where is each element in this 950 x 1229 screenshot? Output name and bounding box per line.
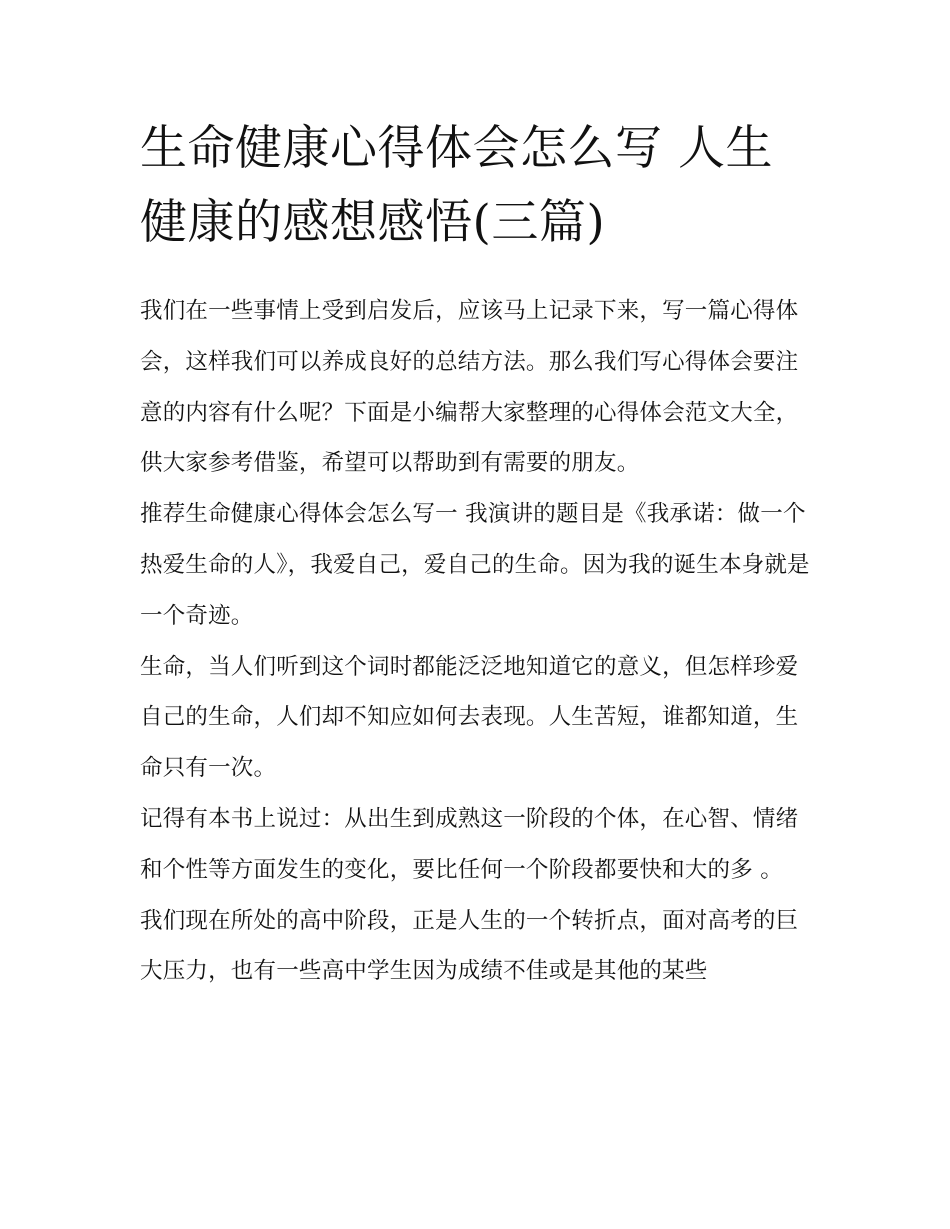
paragraph-life: 生命，当人们听到这个词时都能泛泛地知道它的意义，但怎样珍爱自己的生命，人们却不知应如何去表现。人生苦短，谁都知道，生命只有一次。 [140, 653, 799, 782]
document-page [140, 112, 812, 997]
document-body [140, 286, 812, 997]
document-title: 生命健康心得体会怎么写 人生健康的感想感悟(三篇) [140, 121, 773, 250]
paragraph-high-school: 我们现在所处的高中阶段，正是人生的一个转折点，面对高考的巨大压力，也有一些高中学生因为成绩不佳或是其他的某些 [140, 907, 799, 985]
paragraph-recommend: 推荐生命健康心得体会怎么写一 我演讲的题目是《我承诺：做一个热爱生命的人》，我爱自己，爱自己的生命。因为我的诞生本身就是一个奇迹。 [140, 501, 810, 629]
paragraph-book-quote: 记得有本书上说过：从出生到成熟这一阶段的个体，在心智、情绪和个性等方面发生的变化，要比任何一个阶段都要快和大的多 。 [140, 805, 799, 883]
paragraph-intro: 我们在一些事情上受到启发后，应该马上记录下来，写一篇心得体会，这样我们可以养成良好的总结方法。那么我们写心得体会要注意的内容有什么呢？下面是小编帮大家整理的心得体会范文大全，供大家参考借鉴，希望可以帮助到有需要的朋友。 [140, 298, 799, 477]
